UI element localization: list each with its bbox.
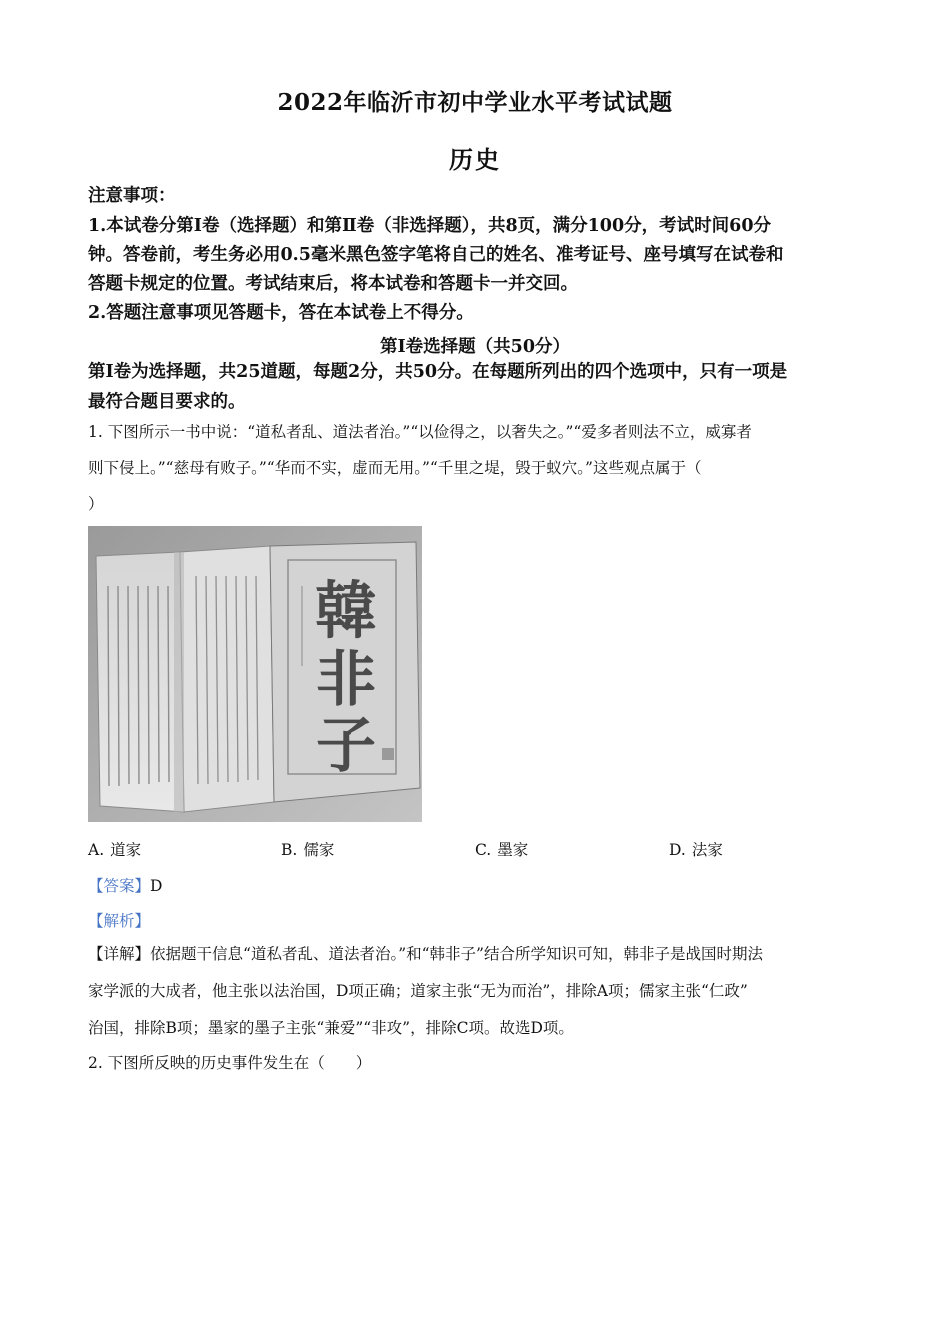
- section-intro-line: 第Ⅰ卷为选择题，共25道题，每题2分，共50分。在每题所列出的四个选项中，只有一项是: [88, 362, 788, 382]
- analysis-label: 解析: [103, 912, 135, 930]
- option-key: C.: [475, 841, 492, 859]
- book-title-char: 韓: [314, 574, 378, 647]
- option-text: 法家: [691, 841, 723, 859]
- answer-row: 【答案】D: [88, 877, 163, 895]
- answer-value: D: [150, 877, 163, 895]
- option-key: A.: [88, 841, 105, 859]
- notice-line: 答题卡规定的位置。考试结束后，将本试卷和答题卡一并交回。: [88, 274, 578, 294]
- option-d[interactable]: [669, 838, 729, 860]
- option-text: 道家: [110, 841, 142, 859]
- hanfeizi-book-photo: [88, 526, 422, 822]
- question-1-stem-line: 1. 下图所示一书中说：“道私者乱、道法者治。”“以俭得之，以奢失之。”“爱多者则法不立，威寡者: [88, 423, 752, 441]
- option-key: D.: [669, 841, 686, 859]
- detail-line: [88, 944, 763, 964]
- question-1-stem-line: ）: [88, 495, 104, 513]
- option-text: 墨家: [497, 841, 529, 859]
- exam-subject: 历史: [449, 145, 501, 174]
- option-c[interactable]: [475, 838, 534, 860]
- option-key: B.: [281, 841, 298, 859]
- question-2-stem: 2. 下图所反映的历史事件发生在（ ）: [88, 1054, 372, 1072]
- section-intro-line: 最符合题目要求的。: [88, 392, 246, 412]
- detail-line: 治国，排除B项；墨家的墨子主张“兼爱”“非攻”，排除C项。故选D项。: [88, 1019, 574, 1037]
- question-1-stem-line: 则下侵上。”“慈母有败子。”“华而不实，虚而无用。”“千里之堤，毁于蚁穴。”这些观点属于（: [88, 459, 702, 477]
- notice-line: 钟。答卷前，考生务必用0.5毫米黑色签字笔将自己的姓名、准考证号、座号填写在试卷和: [88, 245, 784, 265]
- option-text: 儒家: [303, 841, 335, 859]
- analysis-row: 【解析】: [88, 912, 151, 930]
- notice-line: 2.答题注意事项见答题卡，答在本试卷上不得分。: [88, 303, 474, 323]
- exam-title: 2022年临沂市初中学业水平考试试题: [277, 89, 673, 116]
- option-b[interactable]: [281, 838, 340, 860]
- detail-line: 家学派的大成者，他主张以法治国，D项正确；道家主张“无为而治”，排除A项；儒家主张“仁政”: [88, 982, 748, 1000]
- section-title: 第Ⅰ卷选择题（共50分）: [379, 337, 571, 357]
- option-a[interactable]: [88, 838, 147, 860]
- detail-label: 【详解】: [88, 945, 151, 963]
- book-title-char: 子: [316, 711, 376, 781]
- answer-label: 答案: [103, 877, 135, 895]
- notice-line: 1.本试卷分第Ⅰ卷（选择题）和第Ⅱ卷（非选择题），共8页，满分100分，考试时间60分: [88, 216, 772, 236]
- detail-text: 依据题干信息“道私者乱、道法者治。”和“韩非子”结合所学知识可知，韩非子是战国时期法: [150, 945, 763, 963]
- book-title-char: 非: [316, 645, 376, 715]
- notice-heading: 注意事项：: [88, 186, 176, 206]
